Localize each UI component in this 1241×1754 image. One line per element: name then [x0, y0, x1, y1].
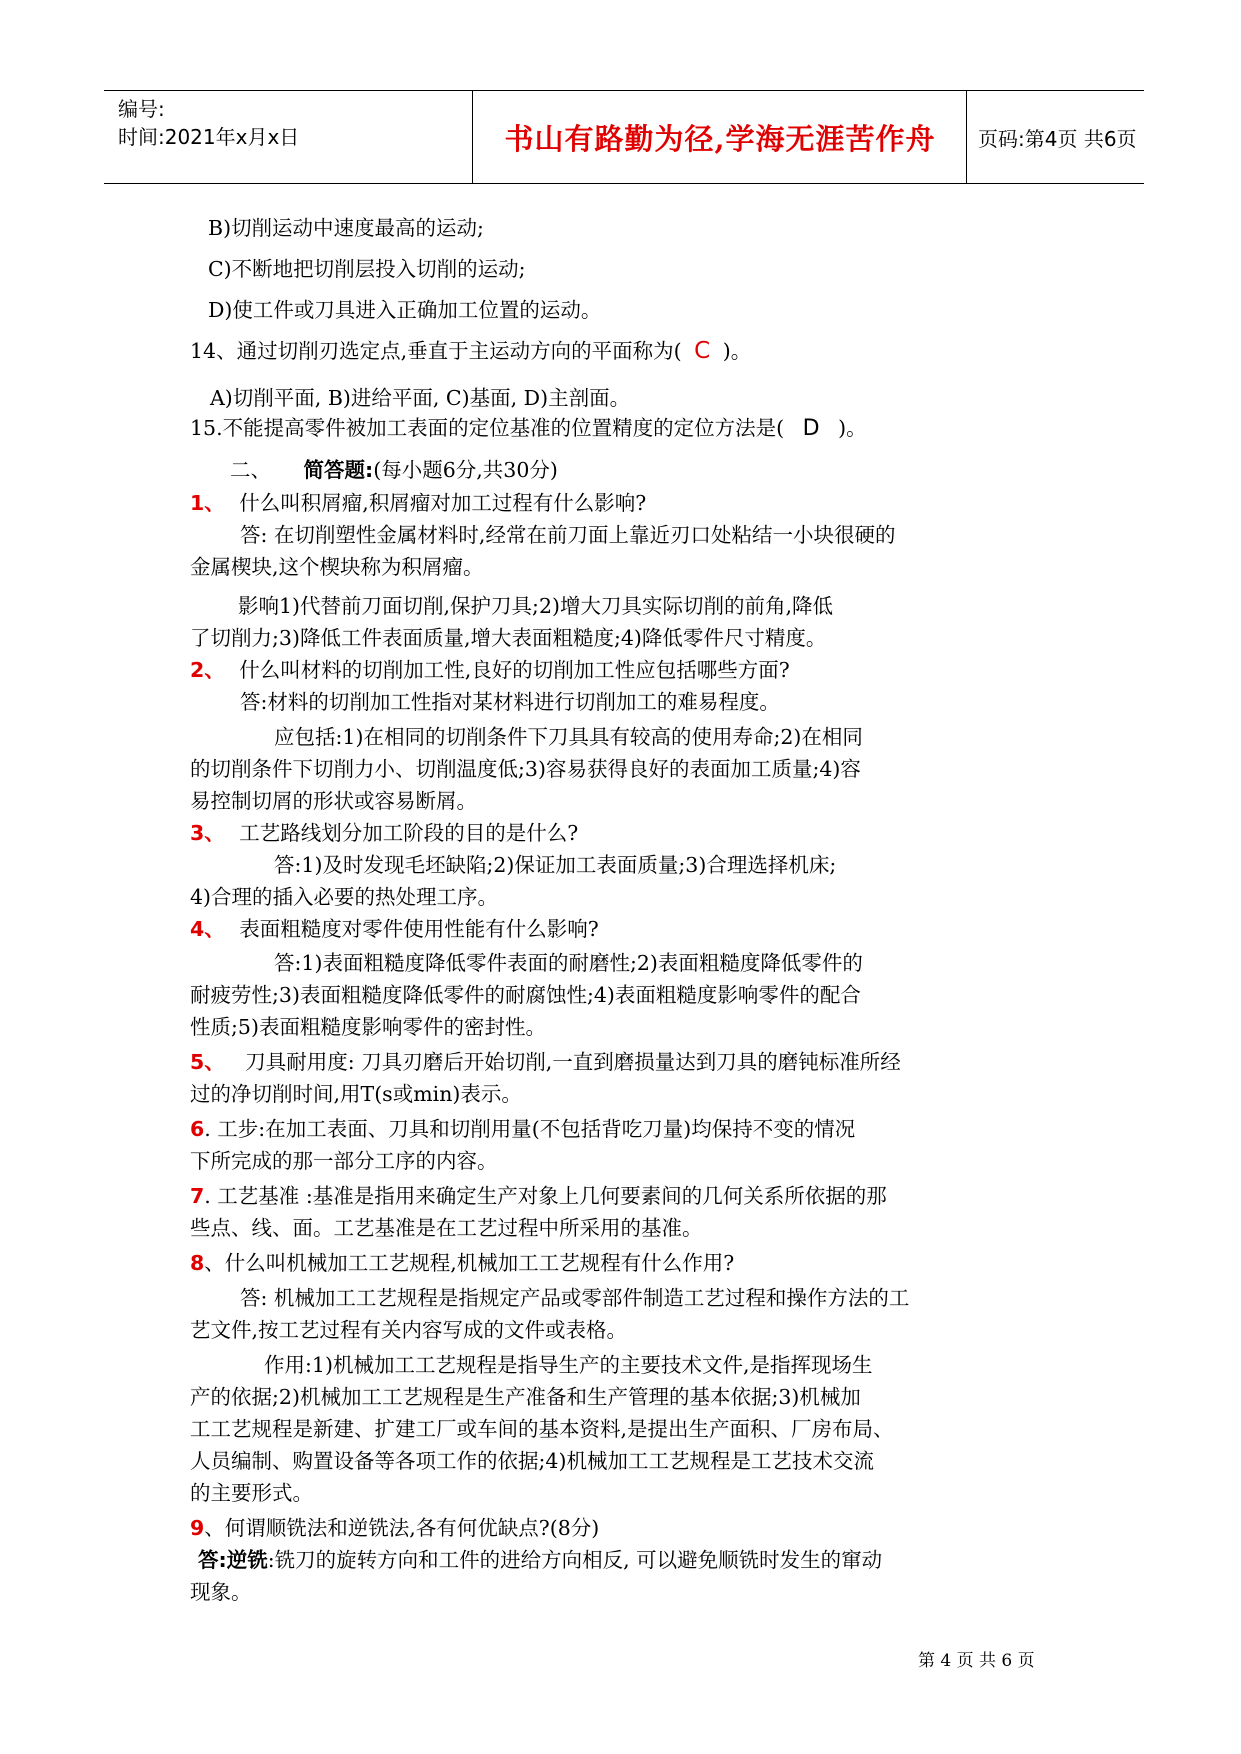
q4-number: 4、 — [190, 917, 225, 941]
section-number: 二、 — [230, 458, 271, 482]
q9-question — [190, 1512, 1070, 1544]
q8-question-text: 、什么叫机械加工工艺规程,机械加工工艺规程有什么作用? — [204, 1251, 735, 1275]
q5-item — [190, 1046, 1070, 1078]
q4-question — [190, 913, 1070, 945]
question-14-choices: A)切削平面, B)进给平面, C)基面, D)主剖面。 — [210, 386, 631, 410]
section-title: 简答题: — [303, 458, 374, 482]
question-15-answer: D — [802, 416, 820, 441]
question-14 — [190, 335, 1070, 367]
q6-text: . 工步:在加工表面、刀具和切削用量(不包括背吃刀量)均保持不变的情况 — [204, 1117, 856, 1141]
q3-question-text: 工艺路线划分加工阶段的目的是什么? — [239, 821, 579, 845]
q2-answer-line: 应包括:1)在相同的切削条件下刀具具有较高的使用寿命;2)在相同 — [274, 725, 863, 749]
question-14-text-end: )。 — [722, 339, 752, 363]
q8-answer-line: 的主要形式。 — [190, 1481, 313, 1505]
question-14-answer: C — [694, 338, 711, 364]
section-heading — [230, 454, 1110, 486]
q4-answer-line: 性质;5)表面粗糙度影响零件的密封性。 — [190, 1015, 546, 1039]
question-15-text: 15.不能提高零件被加工表面的定位基准的位置精度的定位方法是( — [190, 416, 785, 440]
q7-item — [190, 1180, 1070, 1212]
q5-text: 刀具耐用度: 刀具刃磨后开始切削,一直到磨损量达到刀具的磨钝标准所经 — [245, 1050, 901, 1074]
q8-answer-line: 艺文件,按工艺过程有关内容写成的文件或表格。 — [190, 1318, 628, 1342]
q2-answer-line: 易控制切屑的形状或容易断屑。 — [190, 789, 477, 813]
q8-answer-line: 人员编制、购置设备等各项工作的依据;4)机械加工工艺规程是工艺技术交流 — [190, 1449, 874, 1473]
header-divider — [472, 91, 473, 183]
q9-answer-label: 答:逆铣 — [198, 1548, 268, 1572]
q4-answer-line: 耐疲劳性;3)表面粗糙度降低零件的耐腐蚀性;4)表面粗糙度影响零件的配合 — [190, 983, 861, 1007]
q9-answer — [198, 1544, 1078, 1576]
q9-question-text: 、何谓顺铣法和逆铣法,各有何优缺点?(8分) — [204, 1516, 600, 1540]
q9-answer-line: 现象。 — [190, 1580, 252, 1604]
q1-answer-line: 金属楔块,这个楔块称为积屑瘤。 — [190, 555, 484, 579]
q5-text-line: 过的净切削时间,用T(s或min)表示。 — [190, 1082, 522, 1106]
q3-answer-line: 4)合理的插入必要的热处理工序。 — [190, 885, 499, 909]
q2-answer-line: 的切削条件下切削力小、切削温度低;3)容易获得良好的表面加工质量;4)容 — [190, 757, 861, 781]
q1-answer-line: 影响1)代替前刀面切削,保护刀具;2)增大刀具实际切削的前角,降低 — [238, 594, 834, 618]
page-footer: 第 4 页 共 6 页 — [918, 1651, 1035, 1671]
question-14-text: 14、通过切削刃选定点,垂直于主运动方向的平面称为( — [190, 339, 682, 363]
q8-question — [190, 1247, 1070, 1279]
page-header — [104, 90, 1144, 184]
q3-question — [190, 817, 1070, 849]
q6-text-line: 下所完成的那一部分工序的内容。 — [190, 1149, 498, 1173]
option-b: B)切削运动中速度最高的运动; — [208, 216, 484, 240]
q8-answer-line: 答: 机械加工工艺规程是指规定产品或零部件制造工艺过程和操作方法的工 — [240, 1286, 910, 1310]
q6-item — [190, 1113, 1070, 1145]
section-note: (每小题6分,共30分) — [373, 458, 558, 482]
q2-answer-line: 答:材料的切削加工性指对某材料进行切削加工的难易程度。 — [240, 690, 780, 714]
q7-number: 7 — [190, 1184, 205, 1208]
q7-text-line: 些点、线、面。工艺基准是在工艺过程中所采用的基准。 — [190, 1216, 703, 1240]
q5-number: 5、 — [190, 1050, 225, 1074]
q9-number: 9 — [190, 1516, 205, 1540]
q8-answer-line: 产的依据;2)机械加工工艺规程是生产准备和生产管理的基本依据;3)机械加 — [190, 1385, 861, 1409]
header-divider — [966, 91, 967, 183]
header-motto: 书山有路勤为径,学海无涯苦作舟 — [504, 121, 936, 156]
q6-number: 6 — [190, 1117, 205, 1141]
q1-question-text: 什么叫积屑瘤,积屑瘤对加工过程有什么影响? — [239, 491, 647, 515]
q1-question — [190, 487, 1070, 519]
serial-label: 编号: — [118, 97, 165, 121]
q8-answer-line: 作用:1)机械加工工艺规程是指导生产的主要技术文件,是指挥现场生 — [264, 1353, 873, 1377]
header-page-info: 页码:第4页 共6页 — [978, 126, 1137, 151]
q2-number: 2、 — [190, 658, 225, 682]
question-15 — [190, 412, 1070, 445]
q3-number: 3、 — [190, 821, 225, 845]
header-meta — [118, 95, 468, 179]
q1-answer-line: 答: 在切削塑性金属材料时,经常在前刀面上靠近刃口处粘结一小块很硬的 — [240, 523, 896, 547]
q1-number: 1、 — [190, 491, 225, 515]
q2-question — [190, 654, 1070, 686]
time-label: 时间:2021年x月x日 — [118, 125, 300, 149]
q9-answer-text: :铣刀的旋转方向和工件的进给方向相反, 可以避免顺铣时发生的窜动 — [267, 1548, 883, 1572]
q4-question-text: 表面粗糙度对零件使用性能有什么影响? — [239, 917, 599, 941]
q7-text: . 工艺基准 :基准是指用来确定生产对象上几何要素间的几何关系所依据的那 — [204, 1184, 887, 1208]
q8-answer-line: 工工艺规程是新建、扩建工厂或车间的基本资料,是提出生产面积、厂房布局、 — [190, 1417, 894, 1441]
question-15-text-end: )。 — [838, 416, 867, 440]
option-d: D)使工件或刀具进入正确加工位置的运动。 — [208, 298, 602, 322]
q3-answer-line: 答:1)及时发现毛坯缺陷;2)保证加工表面质量;3)合理选择机床; — [274, 853, 837, 877]
q1-answer-line: 了切削力;3)降低工件表面质量,增大表面粗糙度;4)降低零件尺寸精度。 — [190, 626, 827, 650]
q4-answer-line: 答:1)表面粗糙度降低零件表面的耐磨性;2)表面粗糙度降低零件的 — [274, 951, 863, 975]
option-c: C)不断地把切削层投入切削的运动; — [208, 257, 526, 281]
q2-question-text: 什么叫材料的切削加工性,良好的切削加工性应包括哪些方面? — [239, 658, 790, 682]
q8-number: 8 — [190, 1251, 205, 1275]
